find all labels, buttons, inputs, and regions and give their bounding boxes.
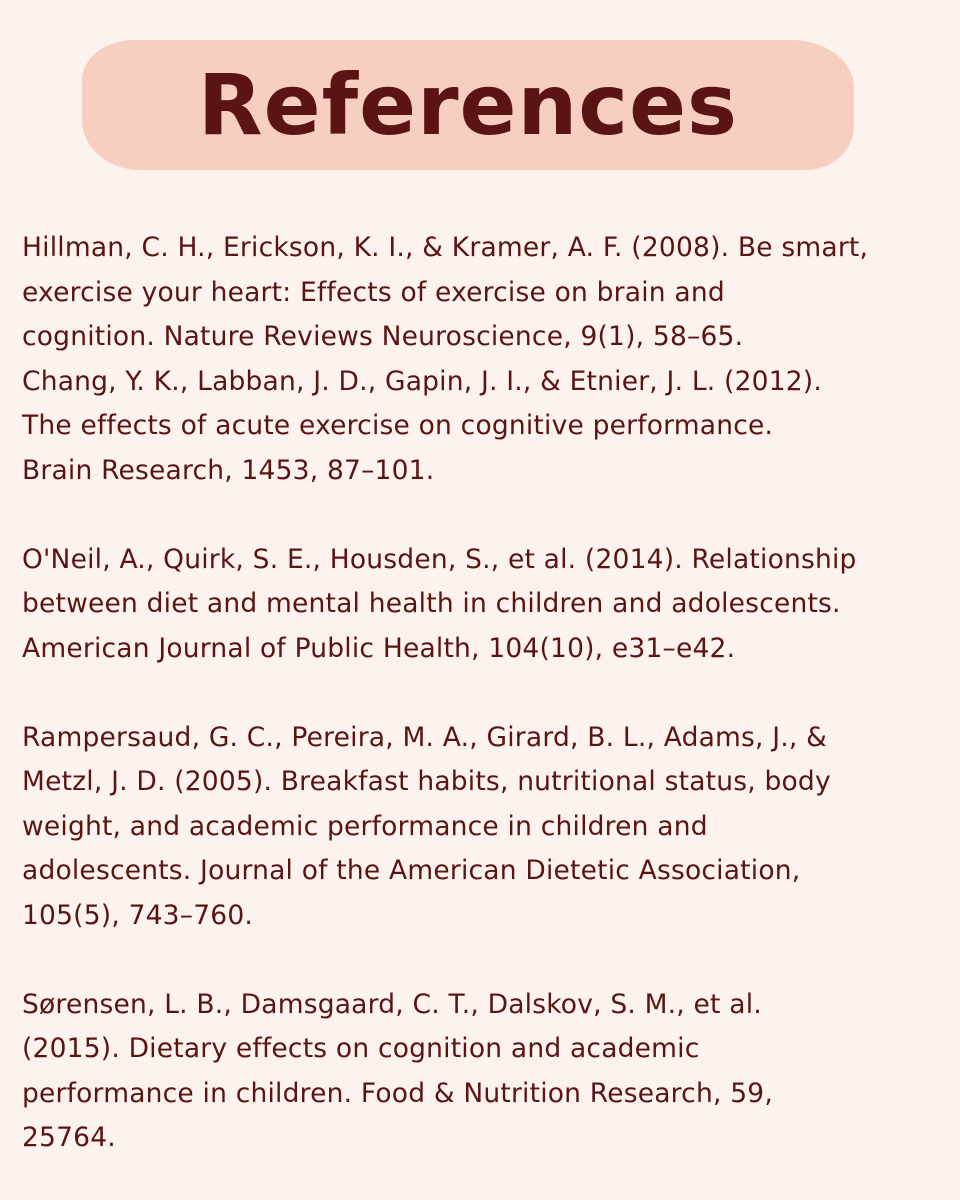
reference-line: American Journal of Public Health, 104(10), e31–e42. [22,632,736,664]
reference-line: Hillman, C. H., Erickson, K. I., & Kramer, A. F. (2008). Be smart, [22,232,869,263]
reference-line: Metzl, J. D. (2005). Breakfast habits, nutritional status, body [22,766,831,797]
reference-line: 25764. [22,1122,116,1153]
reference-line: Sørensen, L. B., Damsgaard, C. T., Dalskov, S. M., et al. [22,988,762,1020]
reference-line: Brain Research, 1453, 87–101. [22,454,435,486]
reference-line: Chang, Y. K., Labban, J. D., Gapin, J. I., & Etnier, J. L. (2012). [22,365,822,397]
reference-oneil-2014 [22,538,947,672]
reference-line: performance in children. Food & Nutrition Research, 59, [22,1077,773,1109]
reference-line: weight, and academic performance in children and [22,810,708,842]
reference-line: adolescents. Journal of the American Dietetic Association, [22,855,801,886]
reference-line: (2015). Dietary effects on cognition and academic [22,1033,700,1064]
reference-rampersaud-2005 [22,716,947,939]
reference-hillman-2008 [22,226,947,360]
reference-chang-2012 [22,360,947,494]
page-title: References [197,56,739,154]
reference-line: exercise your heart: Effects of exercise on brain and [22,276,725,308]
reference-spacer [22,493,947,538]
reference-line: O'Neil, A., Quirk, S. E., Housden, S., et al. (2014). Relationship [22,543,857,575]
reference-sorensen-2015 [22,983,947,1161]
reference-spacer [22,671,947,716]
references-list [22,226,947,1161]
reference-line: The effects of acute exercise on cognitive performance. [22,410,774,441]
reference-line: 105(5), 743–760. [22,899,253,931]
reference-line: between diet and mental health in children and adolescents. [22,588,841,619]
reference-line: cognition. Nature Reviews Neuroscience, 9(1), 58–65. [22,321,744,352]
reference-line: Rampersaud, G. C., Pereira, M. A., Girard, B. L., Adams, J., & [22,721,828,753]
reference-spacer [22,938,947,983]
